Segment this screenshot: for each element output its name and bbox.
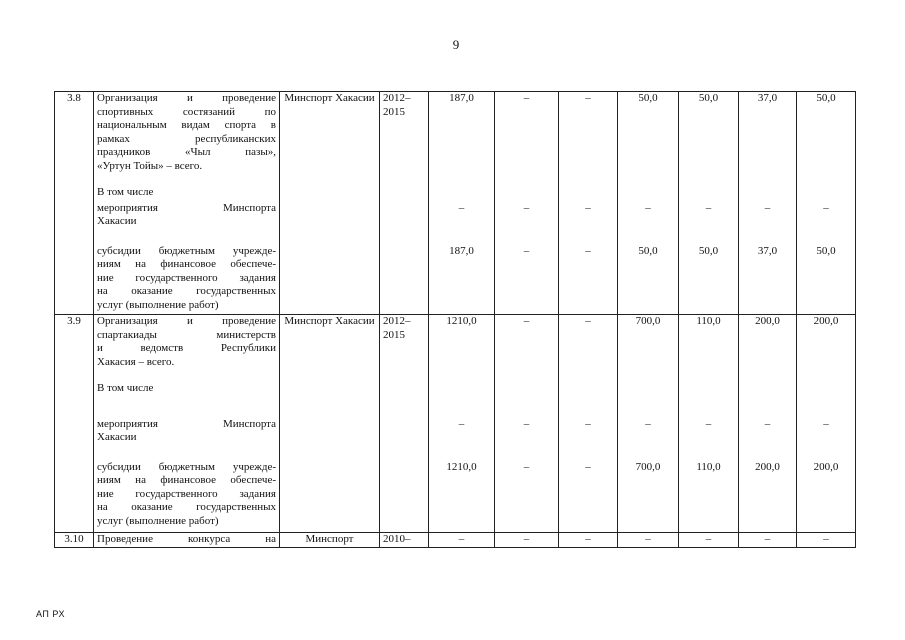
value-cell: –: [559, 92, 618, 202]
value-cell: –: [559, 202, 618, 245]
table-row: [55, 315, 856, 418]
program-table: [54, 91, 856, 548]
value-cell: –: [495, 461, 559, 533]
value-cell: 700,0: [618, 315, 679, 418]
value-cell: 37,0: [739, 92, 797, 202]
value-total: –: [429, 533, 495, 548]
value-cell: –: [679, 533, 739, 548]
value-cell: –: [495, 92, 559, 202]
value-cell: 200,0: [797, 461, 856, 533]
value-cell: –: [618, 418, 679, 461]
executor: Минспорт Хакасии: [280, 315, 380, 418]
measure-title: Организация и проведение спартакиады министерств и ведомств Республики Хакасия – всего. В том числе: [94, 315, 280, 418]
table-row: [55, 245, 856, 315]
value-cell: –: [559, 533, 618, 548]
value-cell: –: [495, 533, 559, 548]
value-cell: 110,0: [679, 315, 739, 418]
value-cell: 110,0: [679, 461, 739, 533]
years: 2010–: [380, 533, 429, 548]
row-number: 3.10: [55, 533, 94, 548]
value-cell: 37,0: [739, 245, 797, 315]
value-total: 1210,0: [429, 315, 495, 418]
value-cell: 50,0: [679, 92, 739, 202]
table-row: [55, 533, 856, 548]
including-label: В том числе: [97, 382, 154, 394]
subitem-title: субсидии бюджетным учрежде- ниям на финансовое обеспече- ние государственного задания на оказание государственных услуг (выполнение работ): [94, 245, 280, 315]
value-cell: 187,0: [429, 245, 495, 315]
value-cell: –: [797, 418, 856, 461]
value-cell: 50,0: [618, 92, 679, 202]
including-label: В том числе: [97, 186, 154, 198]
value-cell: 50,0: [797, 245, 856, 315]
value-cell: –: [797, 533, 856, 548]
value-cell: 200,0: [739, 315, 797, 418]
value-cell: –: [495, 202, 559, 245]
value-cell: –: [559, 245, 618, 315]
measure-title: Организация и проведение спортивных состязаний по национальным видам спорта в рамках республиканских праздников «Чыл пазы», «Уртун Тойы» – всего. В том числе: [94, 92, 280, 202]
years: 2012–2015: [380, 315, 429, 418]
value-cell: 50,0: [679, 245, 739, 315]
value-total: 187,0: [429, 92, 495, 202]
table-row: [55, 461, 856, 533]
table-row: [55, 418, 856, 461]
value-cell: 200,0: [797, 315, 856, 418]
subitem-title: мероприятия Минспорта Хакасии: [94, 418, 280, 461]
value-cell: –: [618, 202, 679, 245]
years: 2012–2015: [380, 92, 429, 202]
executor: Минспорт: [280, 533, 380, 548]
table-row: [55, 92, 856, 202]
value-cell: –: [679, 202, 739, 245]
value-cell: –: [429, 418, 495, 461]
value-cell: 50,0: [797, 92, 856, 202]
measure-title: Проведение конкурса на: [94, 533, 280, 548]
value-cell: 200,0: [739, 461, 797, 533]
table-row: [55, 202, 856, 245]
value-cell: –: [739, 533, 797, 548]
subitem-title: мероприятия Минспорта Хакасии: [94, 202, 280, 245]
value-cell: 700,0: [618, 461, 679, 533]
value-cell: –: [559, 418, 618, 461]
row-number: 3.8: [55, 92, 94, 202]
footer-mark: АП РХ: [36, 609, 65, 619]
value-cell: 1210,0: [429, 461, 495, 533]
subitem-title: субсидии бюджетным учрежде- ниям на финансовое обеспече- ние государственного задания на оказание государственных услуг (выполнение работ): [94, 461, 280, 533]
value-cell: –: [495, 315, 559, 418]
row-number: 3.9: [55, 315, 94, 418]
page-number: 9: [452, 37, 460, 52]
value-cell: –: [797, 202, 856, 245]
value-cell: –: [739, 418, 797, 461]
value-cell: –: [559, 461, 618, 533]
value-cell: 50,0: [618, 245, 679, 315]
executor: Минспорт Хакасии: [280, 92, 380, 202]
value-cell: –: [559, 315, 618, 418]
value-cell: –: [429, 202, 495, 245]
value-cell: –: [739, 202, 797, 245]
value-cell: –: [679, 418, 739, 461]
value-cell: –: [495, 245, 559, 315]
value-cell: –: [618, 533, 679, 548]
value-cell: –: [495, 418, 559, 461]
